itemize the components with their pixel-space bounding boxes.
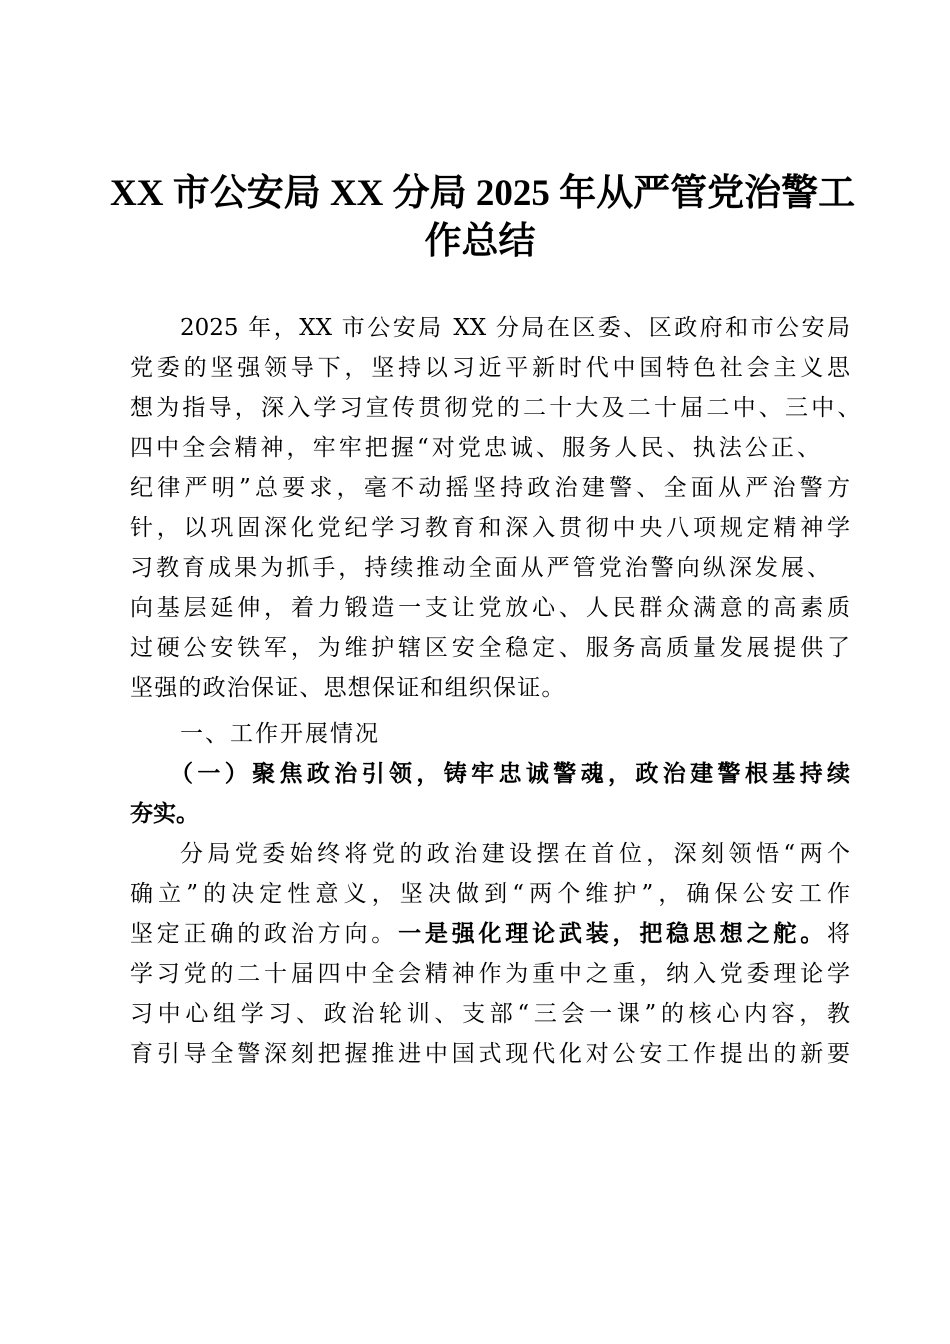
- intro-line-4: 四中全会精神，牢牢把握“对党忠诚、服务人民、执法公正、: [130, 435, 820, 461]
- intro-line-1: 2025 年，XX 市公安局 XX 分局在区委、区政府和市公安局: [180, 315, 850, 341]
- title-line-1: XX 市公安局 XX 分局 2025 年从严管党治警工: [110, 173, 856, 214]
- intro-line-5: 纪律严明”总要求，毫不动摇坚持政治建警、全面从严治警方: [130, 475, 850, 501]
- intro-line-3: 想为指导，深入学习宣传贯彻党的二十大及二十届二中、三中、: [130, 395, 864, 421]
- para2-line-5: 习中心组学习、政治轮训、支部“三会一课”的核心内容，教: [130, 1001, 850, 1027]
- para2-line-4: 学习党的二十届四中全会精神作为重中之重，纳入党委理论学: [130, 961, 850, 987]
- intro-line-9: 过硬公安铁军，为维护辖区安全稳定、服务高质量发展提供了: [130, 635, 850, 661]
- para2-line-2: 确立”的决定性意义，坚决做到“两个维护”，确保公安工作: [130, 881, 850, 907]
- intro-paragraph: [130, 308, 864, 708]
- document-body: [130, 308, 864, 1074]
- subsection-heading: [130, 754, 850, 834]
- para2-line-3-plain: 坚定正确的政治方向。: [130, 921, 399, 947]
- intro-line-2: 党委的坚强领导下，坚持以习近平新时代中国特色社会主义思: [130, 355, 850, 381]
- section-heading: 一、工作开展情况: [180, 721, 380, 747]
- paragraph-2: [130, 834, 850, 1074]
- subsection-line-1: （一）聚焦政治引领，铸牢忠诚警魂，政治建警根基持续: [170, 760, 850, 787]
- intro-line-6: 针，以巩固深化党纪学习教育和深入贯彻中央八项规定精神学: [130, 515, 850, 541]
- subsection-line-2: 夯实。: [130, 800, 199, 827]
- para2-line-3-tail: 将: [827, 921, 851, 947]
- para2-line-3: [130, 914, 850, 954]
- para2-line-3-bold: 一是强化理论武装，把稳思想之舵。: [398, 920, 828, 947]
- intro-line-7: 习教育成果为抓手，持续推动全面从严管党治警向纵深发展、: [130, 555, 830, 581]
- para2-line-6: 育引导全警深刻把握推进中国式现代化对公安工作提出的新要: [130, 1041, 850, 1067]
- intro-line-8: 向基层延伸，着力锻造一支让党放心、人民群众满意的高素质: [130, 595, 850, 621]
- intro-line-10: 坚强的政治保证、思想保证和组织保证。: [130, 675, 566, 701]
- title-line-2: 作总结: [424, 221, 536, 262]
- document-title: [110, 170, 856, 266]
- para2-line-1: 分局党委始终将党的政治建设摆在首位，深刻领悟“两个: [180, 841, 850, 867]
